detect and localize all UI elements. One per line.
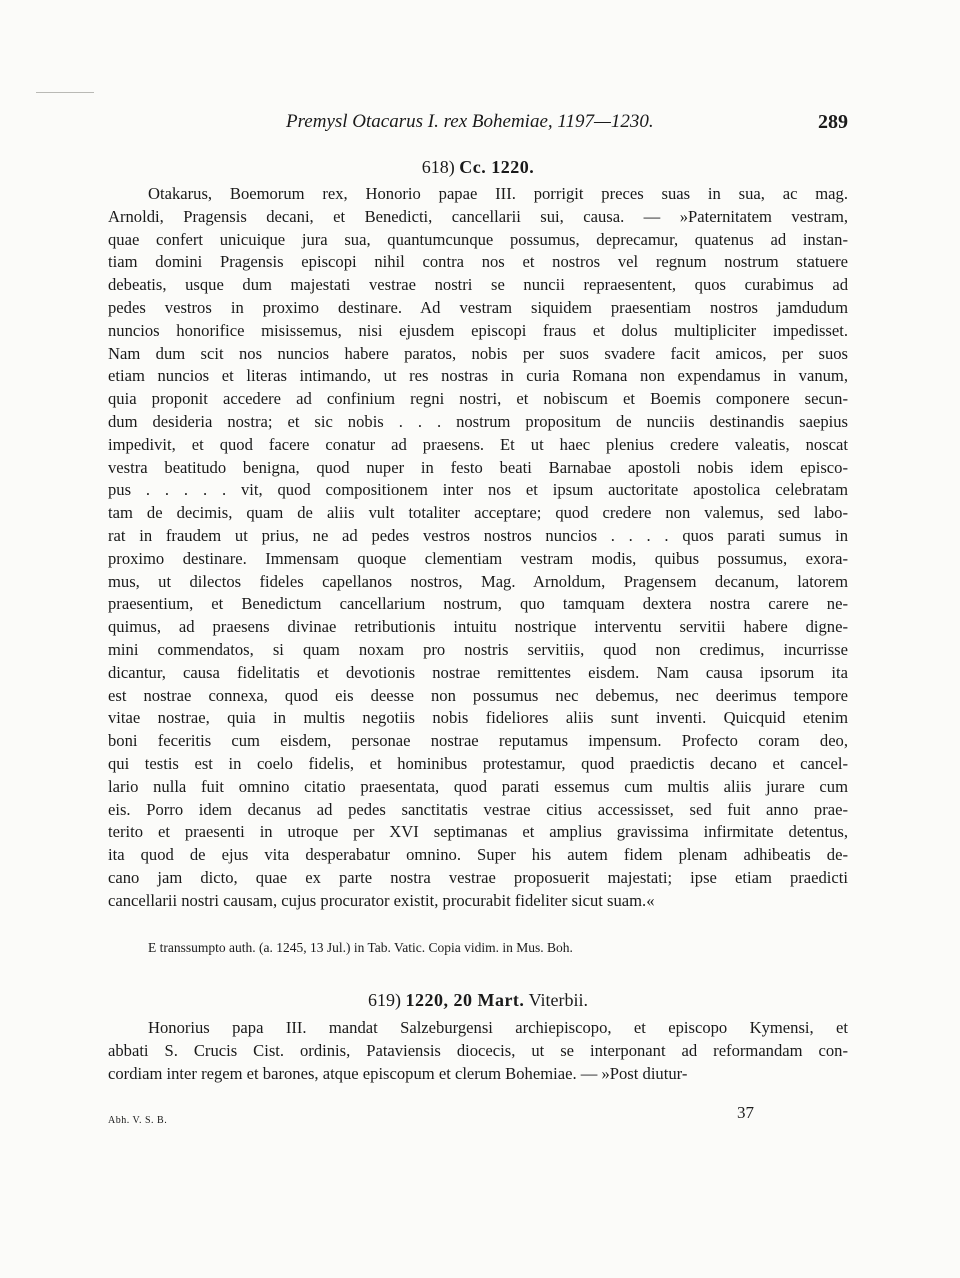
text-line: quimus, ad praesens divinae retributionis intuitu nostrique interventu servitii habere digne-	[108, 617, 848, 637]
text-line: Honorius papa III. mandat Salzeburgensi archiepiscopo, et episcopo Kymensi, et	[148, 1018, 848, 1037]
text-line: qui testis est in coelo fidelis, et hominibus protestamur, quod praedictis decano et cancel-	[108, 753, 848, 773]
text-line: est nostrae connexa, quod eis deesse non possumus nec debemus, nec deerimus tempore	[108, 685, 848, 705]
text-line: eis. Porro idem decanus ad pedes sanctitatis vestrae citius accessisset, sed fuit anno prae-	[108, 799, 848, 819]
text-line: boni feceritis cum eisdem, personae nostrae reputamus impensum. Profecto coram deo,	[108, 731, 848, 751]
text-line: ita quod de ejus vita desperabatur omnino. Super his autem fidem plenam adhibeatis de-	[108, 845, 848, 865]
page-header	[108, 111, 848, 141]
document-618-heading	[108, 157, 848, 178]
text-line: debeatis, usque dum majestati vestrae nostri se nuncii repraesentent, quos curabimus ad	[108, 275, 848, 295]
document-number: 619)	[367, 990, 401, 1010]
text-line: Arnoldi, Pragensis decani, et Benedicti, cancellarii sui, causa. — »Paternitatem vestram,	[108, 206, 848, 226]
text-line: mini commendatos, si quam noxam pro nostris servitiis, quod non credimus, incurrisse	[108, 639, 848, 659]
document-618-text	[108, 183, 848, 913]
document-619-text	[108, 1017, 848, 1085]
text-line: cancellarii nostri causam, cujus procurator existit, procurabit fideliter sicut suam.«	[108, 890, 655, 910]
document-place: Viterbii.	[528, 990, 589, 1010]
text-line: Nam dum scit nos nuncios habere paratos, nobis per suos svadere facit amicos, per suos	[108, 343, 848, 363]
sheet-number: 37	[737, 1103, 754, 1122]
text-line: Otakarus, Boemorum rex, Honorio papae III. porrigit preces suas in sua, ac mag.	[148, 184, 848, 203]
scan-mark	[36, 92, 94, 93]
text-line: abbati S. Crucis Cist. ordinis, Pataviensis diocecis, ut se interponant ad reformandam con-	[108, 1040, 848, 1060]
text-line: mus, ut dilectos fideles capellanos nostros, Mag. Arnoldum, Pragensem decanum, latorem	[108, 571, 848, 591]
sheet-signature: Abh. V. S. B.	[108, 1115, 168, 1126]
text-line: lario nulla fuit omnino citatio praesentata, quod parati essemus cum multis aliis jurare cum	[108, 776, 848, 796]
document-number: 618)	[421, 157, 455, 177]
running-title: Premysl Otacarus I. rex Bohemiae, 1197—1230.	[286, 111, 654, 132]
text-line: rat in fraudem ut prius, ne ad pedes vestros nostros nuncios . . . . quos parati sumus in	[108, 525, 848, 545]
source-note: E transsumpto auth. (a. 1245, 13 Jul.) in Tab. Vatic. Copia vidim. in Mus. Boh.	[148, 940, 573, 955]
text-line: vitae nostrae, quia in multis negotiis nobis fideliores aliis sunt inventi. Quicquid etenim	[108, 708, 848, 728]
text-line: praesentium, et Benedictum cancellarium nostrum, quo tamquam dextera nostra carere ne-	[108, 594, 848, 614]
text-line: cano jam dicto, quae ex parte nostra vestrae proposuerit majestati; ipse etiam praedicti	[108, 867, 848, 887]
text-line: impedivit, et quod facere conatur ad praesens. Et ut haec plenius credere valeatis, noscat	[108, 434, 848, 454]
text-line: tiam domini Pragensis episcopi nihil contra nos et nostros vel regnum nostrum statuere	[108, 252, 848, 272]
text-line: tam de decimis, quam de aliis vult totaliter acceptare; quod credere non valemus, sed labo-	[108, 503, 848, 523]
text-line: vestra beatitudo benigna, quod nuper in festo beati Barnabae apostoli nobis idem episco-	[108, 457, 848, 477]
text-line: cordiam inter regem et barones, atque episcopum et clerum Bohemiae. — »Post diutur-	[108, 1063, 688, 1083]
text-line: quia proponit accedere ad confinium regni nostri, et nobiscum et Boemis componere secun-	[108, 389, 848, 409]
text-line: nuncios honorifice misissemus, nisi ejusdem episcopi fraus et dolus multipliciter impedisset.	[108, 320, 848, 340]
page-number: 289	[818, 111, 848, 133]
text-line: pus . . . . . vit, quod compositionem inter nos et ipsum auctoritate apostolica celebratam	[108, 480, 848, 500]
text-line: dicantur, causa fidelitatis et devotionis nostrae remittentes eisdem. Nam causa ipsorum ita	[108, 662, 848, 682]
text-line: proximo destinare. Immensam quoque clementiam vestram modis, quibus possumus, exora-	[108, 548, 848, 568]
document-619-heading	[108, 990, 848, 1011]
text-line: etiam nuncios et literas intimando, ut res nostras in curia Romana non expendamus in vanum,	[108, 366, 848, 386]
document-date: Cc. 1220.	[459, 157, 535, 177]
text-line: pedes vestros in proximo destinare. Ad vestram siquidem praesentiam nostros jamdudum	[108, 297, 848, 317]
document-date: 1220, 20 Mart.	[405, 990, 525, 1010]
text-line: terito et praesenti in utroque per XVI septimanas et amplius gravissima infirmitate detentus,	[108, 822, 848, 842]
text-line: dum desideria nostra; et sic nobis . . . nostrum propositum de nunciis destinandis saepius	[108, 411, 848, 431]
text-line: quae confert unicuique jura sua, quantumcunque possumus, deprecamur, quatenus ad instan-	[108, 229, 848, 249]
